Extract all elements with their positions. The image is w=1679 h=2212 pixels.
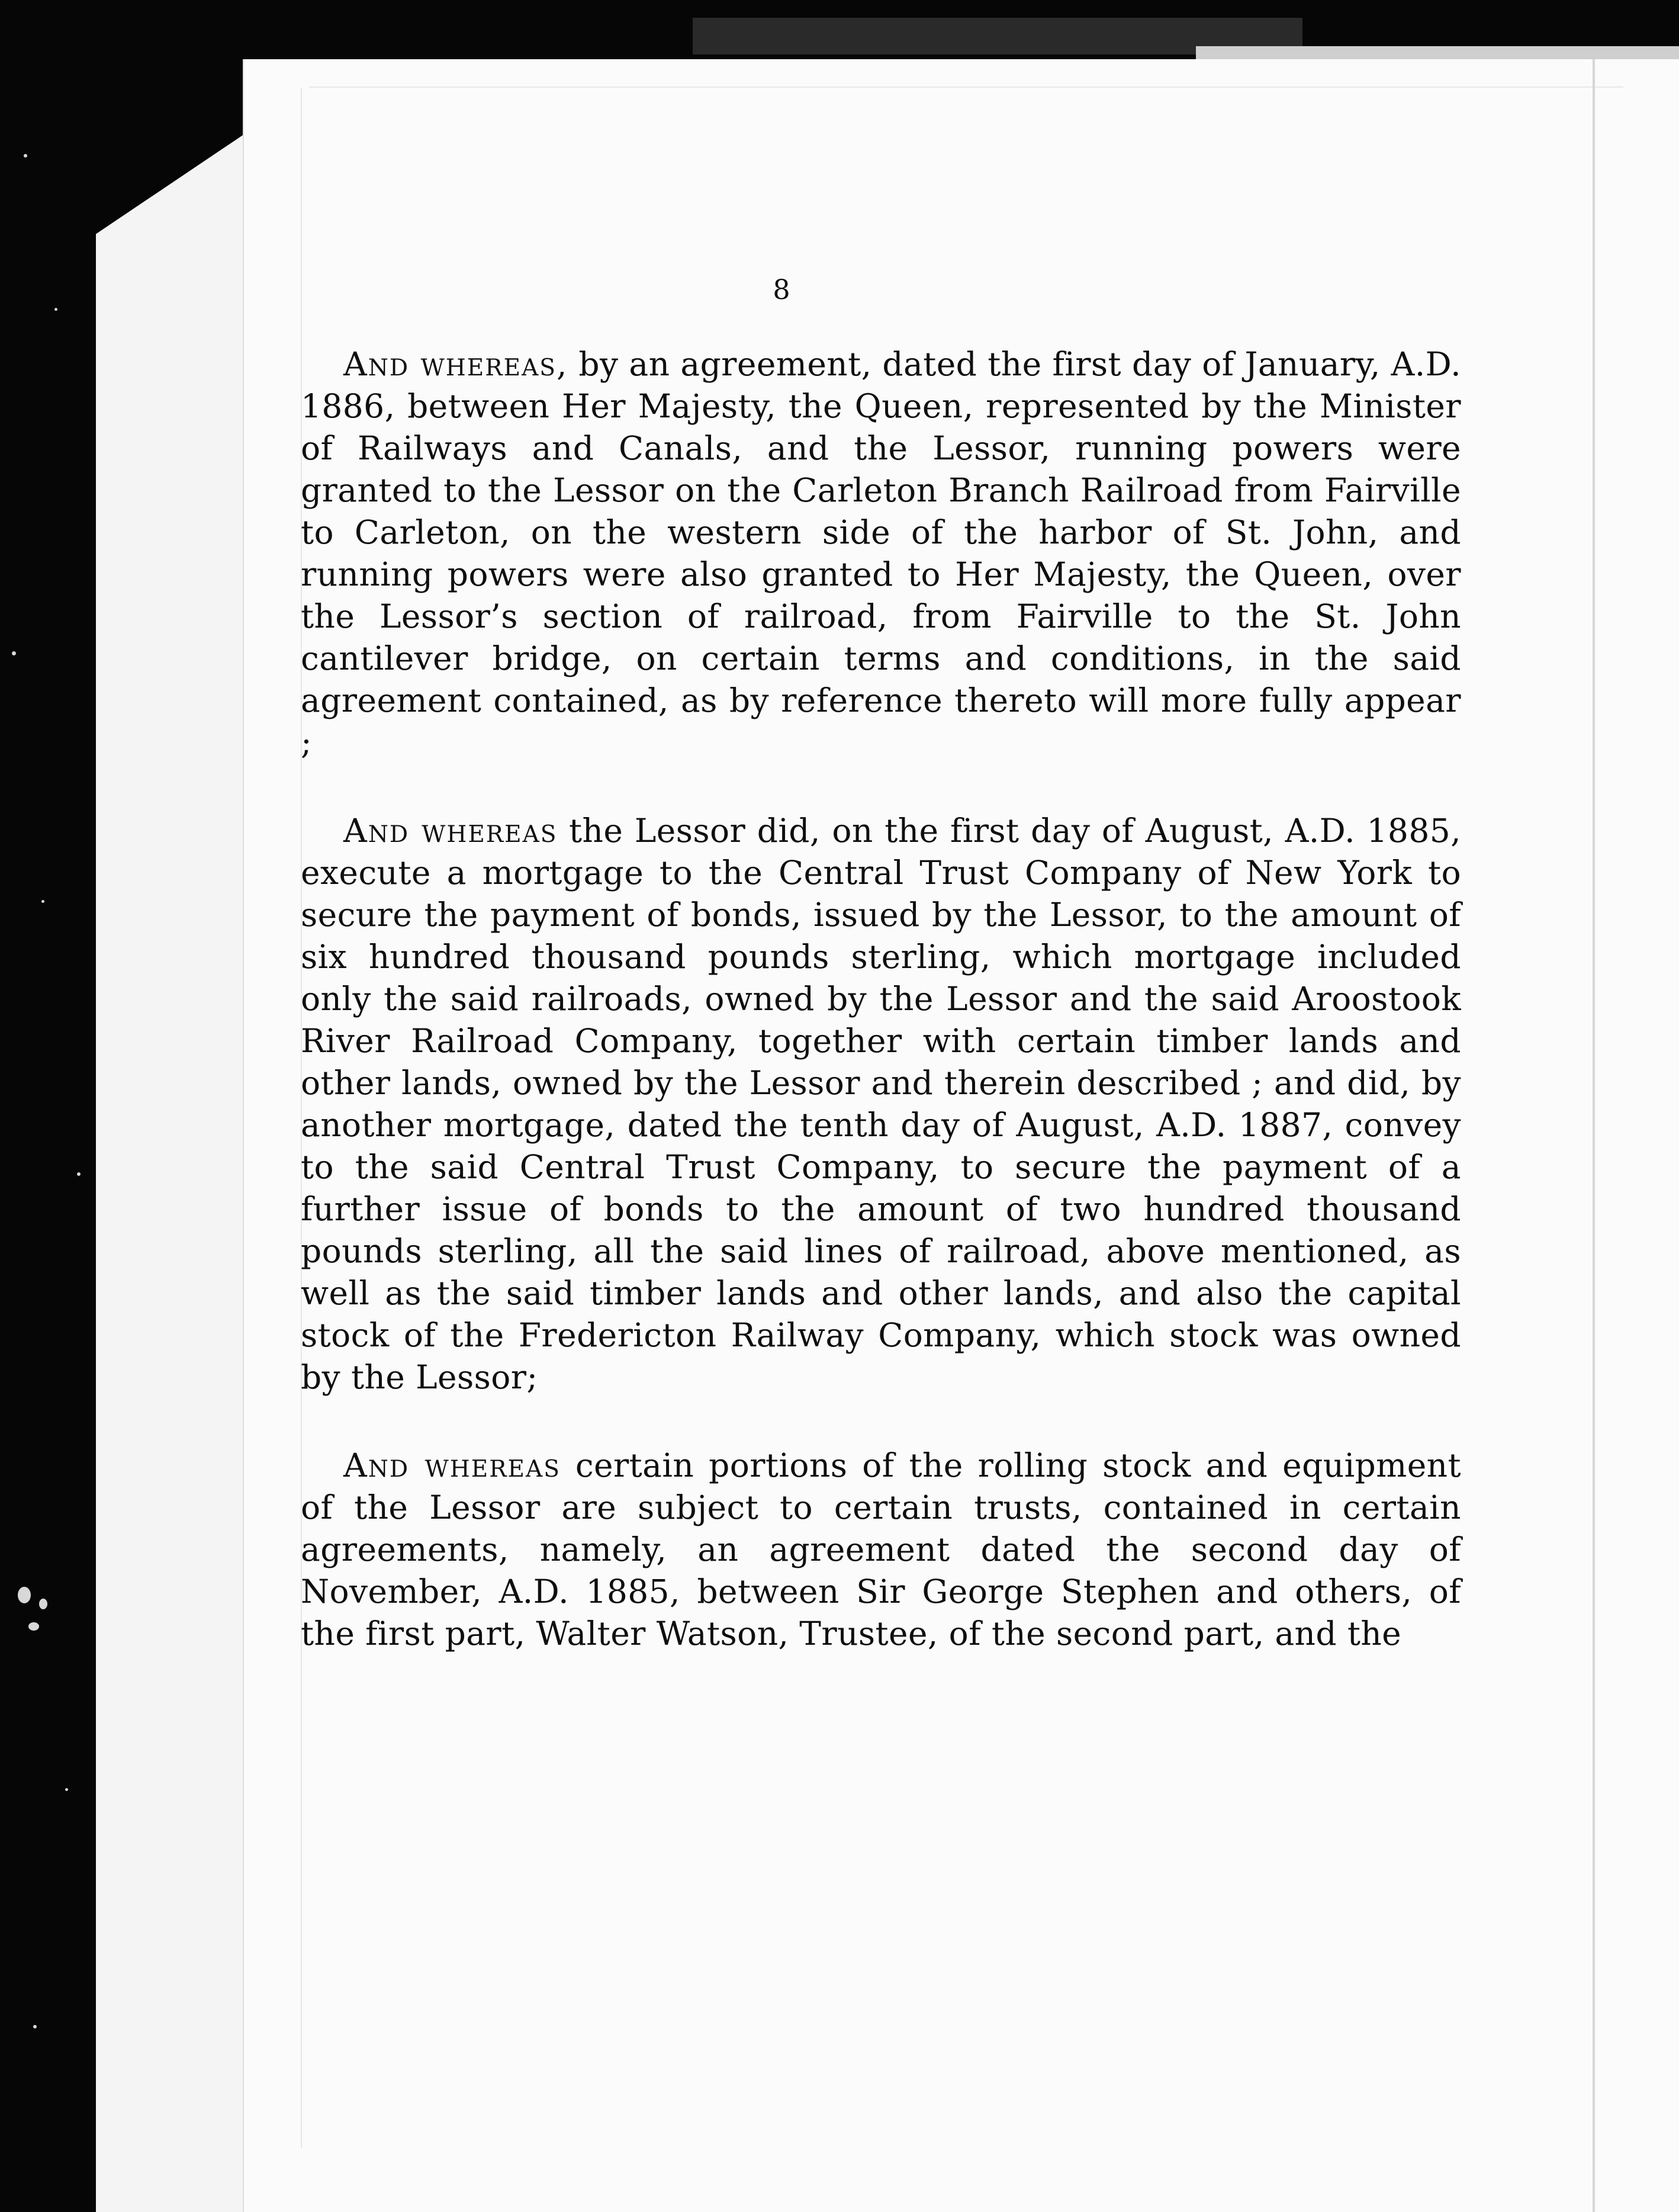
paragraph-lead: And whereas [343,812,558,850]
paragraph-lead: And whereas, [343,345,568,383]
page-right-edge [1593,59,1595,2212]
body-text [301,343,1461,1655]
dust-speck [65,1788,68,1791]
paragraph [301,810,1461,1398]
dust-speck [24,154,27,157]
paragraph-text: by an agreement, dated the first day of January, A.D. 1886, between Her Majesty, the Queen, represented by the Minister of Railways and Canals, and the Lessor, running powers were granted to the Lessor on the Carleton Branch Railroad from Fairville to Carleton, on the western side of the harbor of St. John, and running powers were also granted to Her Majesty, the Queen, over the Lessor’s section of railroad, from Fairville to the St. John cantilever bridge, on certain terms and conditions, in the said agreement contained, as by reference thereto will more fully appear ; [301,345,1462,761]
dust-speck [54,308,57,311]
paragraph-lead: And whereas [343,1446,561,1484]
paragraph-text: certain portions of the rolling stock and equipment of the Lessor are subject to certain trusts, contained in certain agreements, namely, an agreement dated the second day of November, A.D. 1885, between Sir George Stephen and others, of the first part, Walter Watson, Trustee, of the second part, and the [301,1446,1461,1652]
dust-speck [41,900,44,903]
paragraph [301,1445,1461,1655]
paragraph [301,343,1461,764]
dust-speck [18,1587,31,1603]
dust-speck [39,1599,47,1609]
dust-speck [28,1622,39,1631]
page-number: 8 [773,274,790,306]
dust-speck [33,2025,37,2028]
paragraph-text: the Lessor did, on the first day of August, A.D. 1885, execute a mortgage to the Central Trust Company of New York to secure the payment of bonds, issued by the Lessor, to the amount of six hundred thousand pounds sterling, which mortgage included only the said railroads, owned by the Lessor and the said Aroostook River Railroad Company, together with certain timber lands and other lands, owned by the Lessor and therein described ; and did, by another mortgage, dated the tenth day of August, A.D. 1887, convey to the said Central Trust Company, to secure the payment of a further issue of bonds to the amount of two hundred thousand pounds sterling, all the said lines of railroad, above mentioned, as well as the said timber lands and other lands, and also the capital stock of the Fredericton Railway Company, which stock was owned by the Lessor; [301,812,1461,1396]
page-edge-line [309,86,1623,88]
dust-speck [77,1172,81,1176]
dust-speck [12,651,16,655]
